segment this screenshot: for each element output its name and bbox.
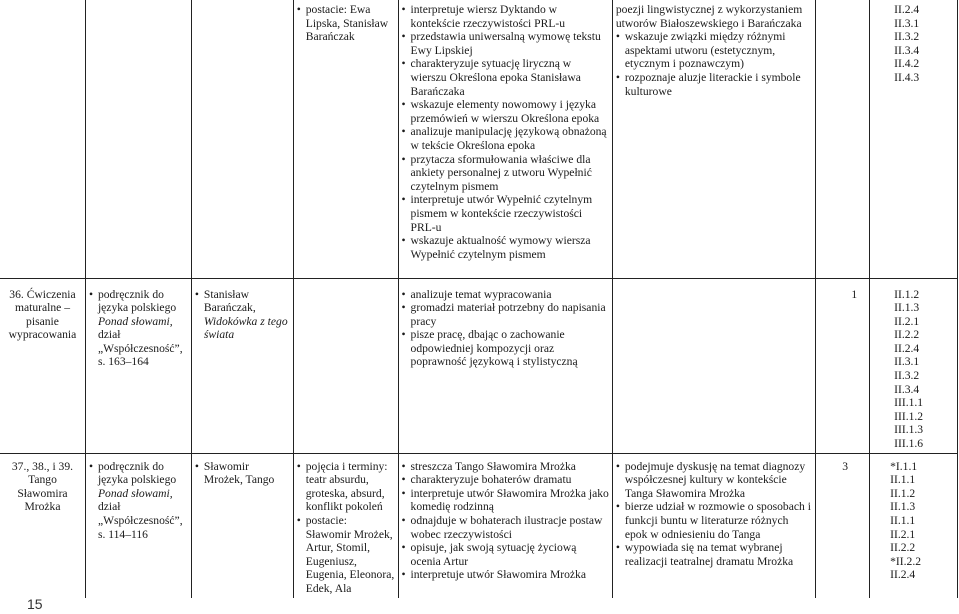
material-line: języka polskiego <box>97 473 177 487</box>
objective-item: • przytacza sformułowania właściwe dla ankiety personalnej z utworu Wypełnić czytelnym pismem <box>402 153 609 194</box>
table-row <box>0 278 958 453</box>
code: II.1.2 <box>890 486 916 500</box>
concept-item: • postacie: Ewa Lipska, Stanisław Barańczak <box>297 3 395 44</box>
materials-cell <box>85 278 191 453</box>
text-line: Barańczak, <box>203 301 256 315</box>
objective-item: • analizuje manipulację językową obnażoną w tekście Określona epoka <box>402 125 609 152</box>
table-row <box>0 453 958 597</box>
concepts-cell <box>293 453 398 597</box>
code: III.1.1 <box>894 396 924 410</box>
concept-item: • postacie: Sławomir Mrożek, Artur, Stomil, Eugeniusz, Eugenia, Eleonora, Edek, Ala <box>297 514 395 596</box>
lesson-title-line: Mrożka <box>24 500 61 514</box>
hours-value: 1 <box>851 287 858 301</box>
lesson-title-line: 36. Ćwiczenia <box>9 287 76 301</box>
objective-item: • gromadzi materiał potrzebny do napisania pracy <box>402 301 609 328</box>
extended-lead: poezji lingwistycznej z wykorzystaniem utworów Białoszewskiego i Barańczaka <box>615 3 803 30</box>
extended-cell <box>612 453 815 597</box>
objective-item: • interpretuje wiersz Dyktando w kontekście rzeczywistości PRL-u <box>402 3 609 30</box>
code: II.1.3 <box>890 500 916 514</box>
objective-item: • przedstawia uniwersalną wymowę tekstu Ewy Lipskiej <box>402 30 609 57</box>
code: II.1.2 <box>894 287 920 301</box>
codes-cell <box>870 0 958 278</box>
code: II.2.4 <box>894 341 920 355</box>
extended-item: • wypowiada się na temat wybranej realizacji teatralnej dramatu Mrożka <box>616 541 812 568</box>
codes-cell <box>870 278 958 453</box>
code: III.1.2 <box>894 409 924 423</box>
text-cell <box>191 453 293 597</box>
text-line: świata <box>203 328 235 342</box>
code: *II.2.2 <box>890 554 922 568</box>
objective-item: • pisze pracę, dbając o zachowanie odpowiedniej kompozycji oraz poprawność językową i stylistyczną <box>402 328 609 369</box>
hours-value: 3 <box>842 459 849 473</box>
extended-cell <box>612 0 815 278</box>
code: II.2.4 <box>894 3 920 16</box>
material-line: „Współczesność”, <box>97 341 183 355</box>
material-line: „Współczesność”, <box>97 514 183 527</box>
code: II.4.3 <box>894 70 920 84</box>
text-line: Widokówka z tego <box>203 314 288 328</box>
codes-cell <box>870 453 958 597</box>
text-item <box>195 288 290 342</box>
code: II.2.2 <box>894 328 920 342</box>
objective-item: • wskazuje aktualność wymowy wiersza Wypełnić czytelnym pismem <box>402 234 609 261</box>
materials-cell <box>85 453 191 597</box>
code: II.3.4 <box>894 43 920 57</box>
materials-cell <box>85 0 191 278</box>
hours-cell <box>816 278 870 453</box>
material-line: dział <box>97 500 121 514</box>
code: II.1.1 <box>890 473 916 487</box>
hours-cell <box>816 0 870 278</box>
extended-cell <box>612 278 815 453</box>
code: II.1.1 <box>890 514 916 527</box>
objective-item: • interpretuje utwór Sławomira Mrożka jako komedię rodzinną <box>402 487 609 514</box>
text-line: Mrożek, Tango <box>203 473 275 487</box>
concepts-cell <box>293 278 398 453</box>
lesson-title-line: pisanie <box>26 314 59 328</box>
text-item <box>195 460 290 487</box>
code: II.2.1 <box>894 314 920 328</box>
code: II.3.1 <box>894 355 920 369</box>
lesson-title-line: 37., 38., i 39. <box>11 459 74 473</box>
code: III.1.6 <box>894 437 924 451</box>
extended-item: • podejmuje dyskusję na temat diagnozy współczesnej kultury w kontekście Tanga Sławomira Mrożka <box>616 460 812 501</box>
text-line: Sławomir <box>203 459 249 473</box>
objectives-cell <box>398 278 612 453</box>
code: II.3.4 <box>894 382 920 396</box>
material-line: dział <box>97 328 121 342</box>
text-cell <box>191 278 293 453</box>
material-line: s. 114–116 <box>97 527 148 541</box>
lesson-title-line: Tango Sławomira <box>17 473 68 500</box>
objective-item: • interpretuje utwór Wypełnić czytelnym pismem w kontekście rzeczywistości PRL-u <box>402 193 609 234</box>
extended-item: • bierze udział w rozmowie o sposobach i funkcji buntu w literaturze różnych epok w odniesieniu do Tanga <box>616 500 812 541</box>
code: II.2.4 <box>890 568 916 582</box>
extended-item: • rozpoznaje aluzje literackie i symbole kulturowe <box>616 71 812 98</box>
objectives-cell <box>398 453 612 597</box>
material-line: podręcznik do <box>97 459 164 473</box>
material-item <box>89 460 188 542</box>
text-cell <box>191 0 293 278</box>
objective-item: • opisuje, jak swoją sytuację życiową ocenia Artur <box>402 541 609 568</box>
material-line: Ponad słowami, <box>97 314 173 328</box>
material-line: języka polskiego <box>97 301 177 315</box>
lesson-cell <box>0 278 85 453</box>
objectives-cell <box>398 0 612 278</box>
objective-item: • wskazuje elementy nowomowy i języka przemówień w wierszu Określona epoka <box>402 98 609 125</box>
code: II.1.3 <box>894 301 920 315</box>
material-line: s. 163–164 <box>97 355 149 369</box>
concept-item: • pojęcia i terminy: teatr absurdu, groteska, absurd, konflikt pokoleń <box>297 460 395 514</box>
objective-item: • odnajduje w bohaterach ilustracje postaw wobec rzeczywistości <box>402 514 609 541</box>
extended-item: • wskazuje związki między różnymi aspektami utworu (estetycznym, etycznym i poznawczym) <box>616 30 812 71</box>
material-item <box>89 288 188 370</box>
lesson-title-line: wypracowania <box>8 328 77 342</box>
material-line: podręcznik do <box>97 287 164 301</box>
concepts-cell <box>293 0 398 278</box>
objective-item: • charakteryzuje sytuację liryczną w wierszu Określona epoka Stanisława Barańczaka <box>402 57 609 98</box>
material-line: Ponad słowami, <box>97 486 173 500</box>
code: II.3.1 <box>894 16 920 30</box>
code: II.3.2 <box>894 30 920 44</box>
objective-item: • interpretuje utwór Sławomira Mrożka <box>402 568 609 582</box>
lesson-title-line: maturalne – <box>14 301 70 315</box>
objective-item: • analizuje temat wypracowania <box>402 288 609 302</box>
lesson-cell <box>0 0 85 278</box>
page-number: 15 <box>27 596 43 612</box>
table-row <box>0 0 958 278</box>
code: III.1.3 <box>894 423 924 437</box>
text-line: Stanisław <box>203 287 249 301</box>
code: II.2.1 <box>890 527 916 541</box>
objective-item: • charakteryzuje bohaterów dramatu <box>402 473 609 487</box>
code: II.2.2 <box>890 541 916 555</box>
lesson-cell <box>0 453 85 597</box>
hours-cell <box>816 453 870 597</box>
code: II.4.2 <box>894 57 920 71</box>
code: II.3.2 <box>894 369 920 383</box>
code: *I.1.1 <box>890 459 918 473</box>
objective-item: • streszcza Tango Sławomira Mrożka <box>402 460 609 474</box>
